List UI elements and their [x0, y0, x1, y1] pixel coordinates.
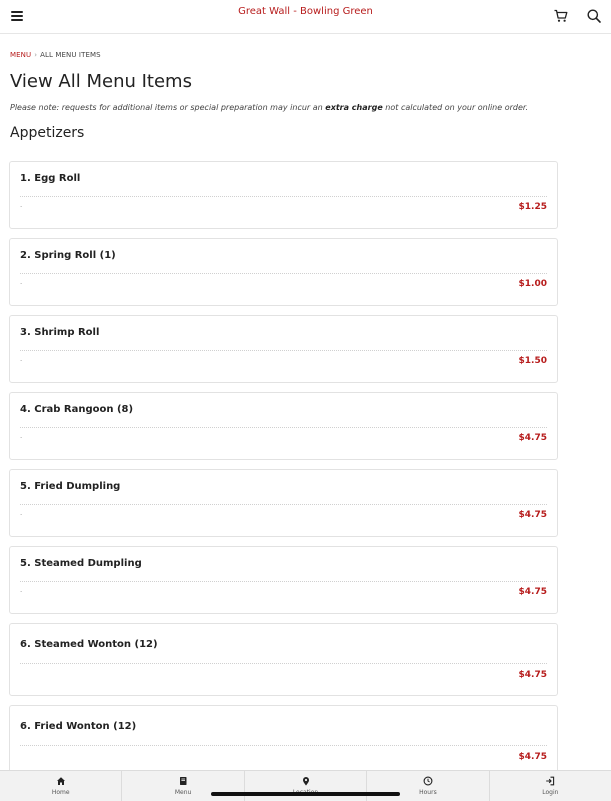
menu-item-description: . — [20, 432, 23, 440]
nav-label-menu: Menu — [174, 789, 192, 796]
menu-item-card[interactable] — [9, 161, 558, 229]
page-title: View All Menu Items — [10, 71, 192, 92]
menu-item-name: 3. Shrimp Roll — [20, 327, 100, 338]
menu-item-price: $1.00 — [518, 279, 547, 289]
card-divider — [20, 427, 547, 428]
breadcrumb-menu-link[interactable]: MENU — [10, 51, 32, 59]
menu-item-name: 5. Steamed Dumpling — [20, 558, 142, 569]
nav-tab-login[interactable] — [490, 771, 611, 801]
menu-item-name: 2. Spring Roll (1) — [20, 250, 116, 261]
breadcrumb-separator-icon: › — [34, 51, 38, 59]
menu-item-description: . — [20, 355, 23, 363]
clock-icon — [423, 776, 433, 786]
nav-tab-home[interactable] — [0, 771, 122, 801]
menu-item-card[interactable] — [9, 623, 558, 696]
nav-tab-location[interactable] — [245, 771, 367, 801]
card-divider — [20, 350, 547, 351]
note-end: not calculated on your online order. — [382, 103, 528, 112]
menu-item-card[interactable] — [9, 238, 558, 306]
menu-item-name: 6. Steamed Wonton (12) — [20, 639, 158, 650]
card-divider — [20, 196, 547, 197]
cart-icon[interactable] — [553, 8, 569, 24]
card-divider — [20, 663, 547, 664]
note-emphasis: extra charge — [325, 103, 383, 112]
menu-item-name: 4. Crab Rangoon (8) — [20, 404, 134, 415]
menu-item-name: 6. Fried Wonton (12) — [20, 721, 137, 732]
menu-item-card[interactable] — [9, 469, 558, 537]
menu-item-price: $4.75 — [518, 587, 547, 597]
home-indicator — [211, 792, 400, 796]
menu-item-price: $4.75 — [518, 510, 547, 520]
menu-item-description: . — [20, 278, 23, 286]
bottom-nav — [0, 770, 611, 801]
nav-tab-hours[interactable] — [367, 771, 489, 801]
breadcrumb — [10, 51, 101, 59]
menu-item-card[interactable] — [9, 315, 558, 383]
order-note — [10, 103, 528, 112]
home-icon — [56, 776, 66, 786]
nav-tab-menu[interactable] — [122, 771, 244, 801]
card-divider — [20, 273, 547, 274]
menu-item-description: . — [20, 509, 23, 517]
login-icon — [545, 776, 555, 786]
card-divider — [20, 581, 547, 582]
section-title: Appetizers — [10, 125, 85, 141]
breadcrumb-current: ALL MENU ITEMS — [40, 51, 101, 59]
menu-item-description: . — [20, 586, 23, 594]
card-divider — [20, 504, 547, 505]
menu-item-price: $4.75 — [518, 752, 547, 762]
menu-item-name: 1. Egg Roll — [20, 173, 81, 184]
menu-item-card[interactable] — [9, 705, 558, 778]
site-title[interactable]: Great Wall - Bowling Green — [238, 6, 373, 17]
menu-item-name: 5. Fried Dumpling — [20, 481, 121, 492]
card-divider — [20, 745, 547, 746]
menu-item-card[interactable] — [9, 546, 558, 614]
menu-item-card[interactable] — [9, 392, 558, 460]
menu-item-price: $1.50 — [518, 356, 547, 366]
menu-item-description: . — [20, 201, 23, 209]
nav-label-home: Home — [51, 789, 70, 796]
menu-item-price: $1.25 — [518, 202, 547, 212]
menu-item-price: $4.75 — [518, 433, 547, 443]
top-bar — [0, 0, 611, 34]
map-pin-icon — [301, 776, 311, 786]
nav-label-login: Login — [542, 789, 559, 796]
book-icon — [178, 776, 188, 786]
menu-item-price: $4.75 — [518, 670, 547, 680]
nav-label-hours: Hours — [419, 789, 437, 796]
note-start: Please note: requests for additional items or special preparation may incur an — [10, 103, 326, 112]
search-icon[interactable] — [586, 8, 602, 24]
